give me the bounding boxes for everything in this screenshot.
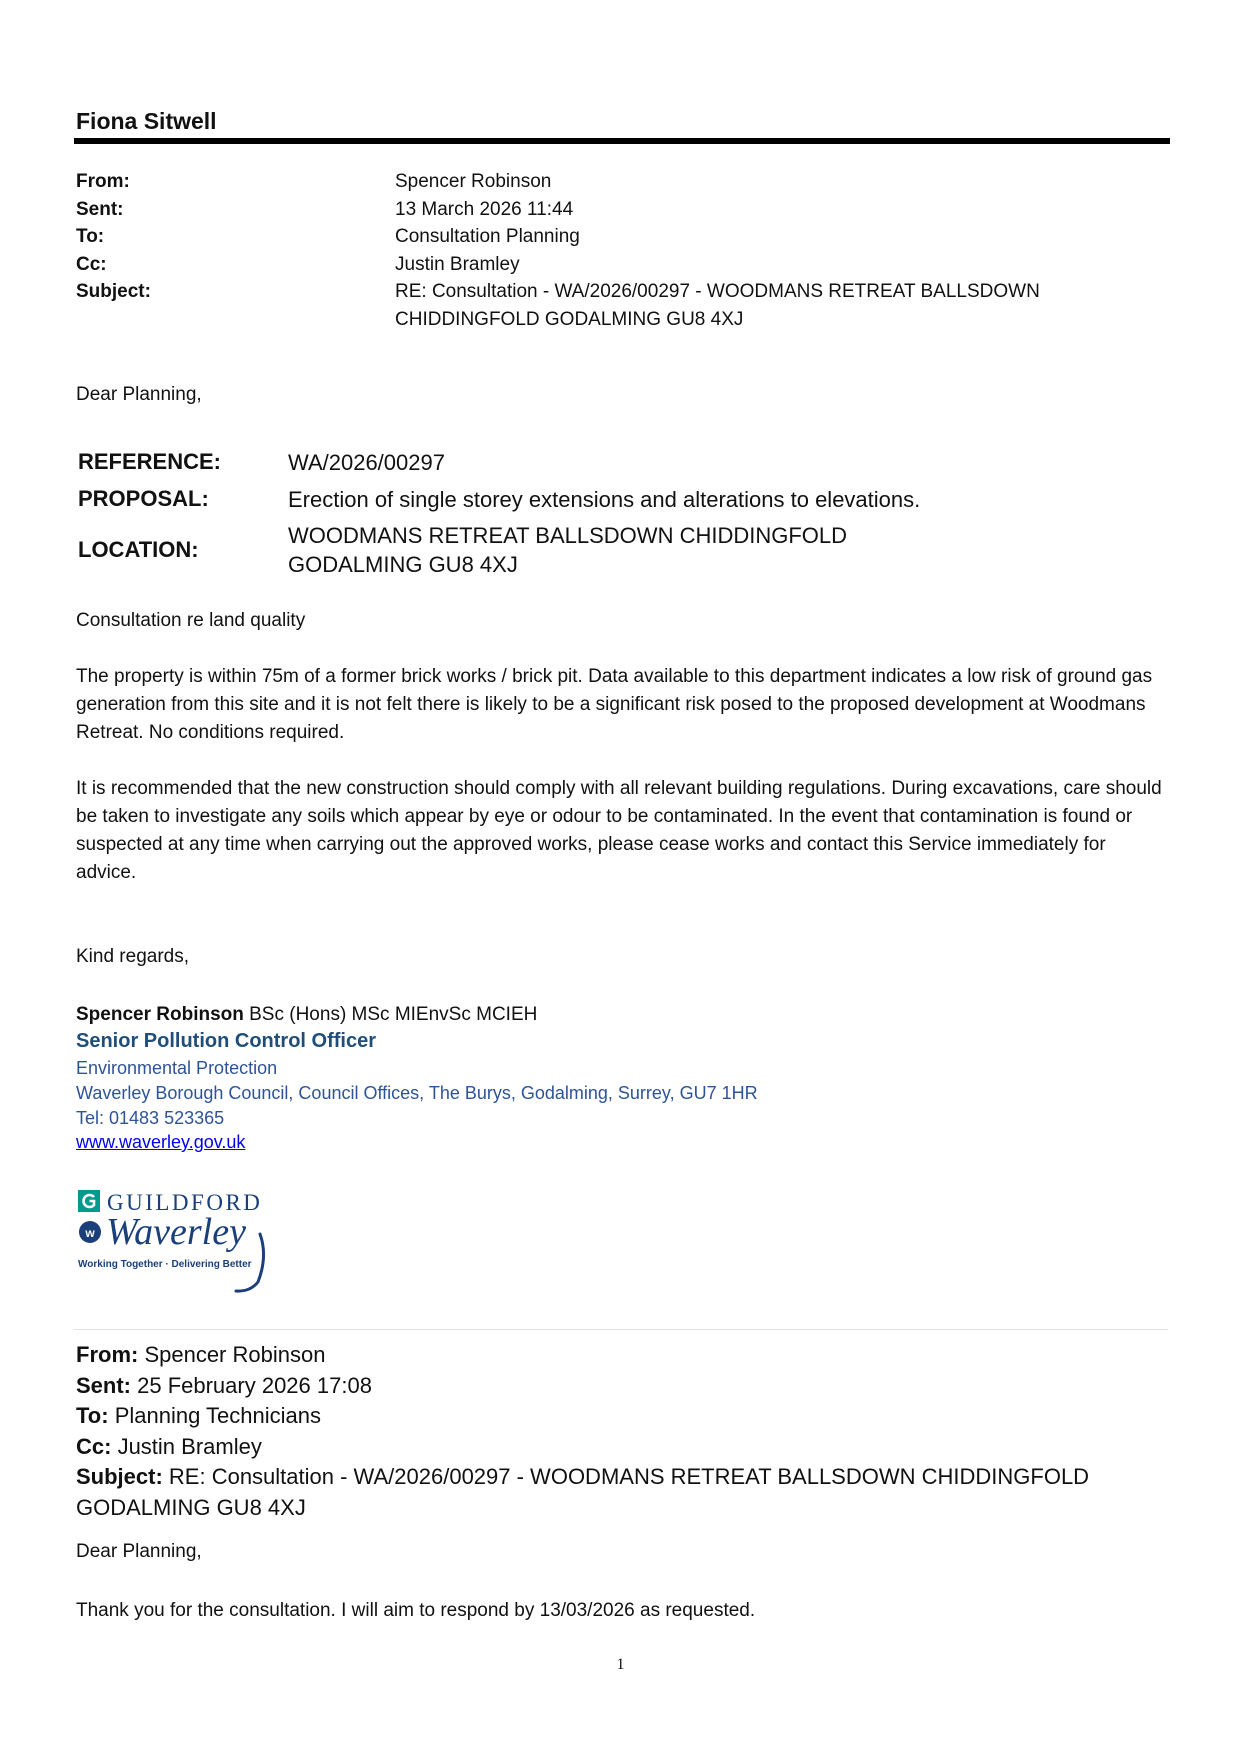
quoted-subject-line (76, 1462, 1166, 1523)
location-row (78, 518, 1078, 582)
signature-address: Waverley Borough Council, Council Offices, The Burys, Godalming, Surrey, GU7 1HR (76, 1083, 758, 1103)
quoted-subject-label: Subject: (76, 1464, 163, 1489)
header-row-sent (76, 196, 1156, 224)
quoted-message-separator (74, 1329, 1168, 1330)
cc-value: Justin Bramley (395, 253, 520, 275)
quoted-message: Thank you for the consultation. I will aim to respond by 13/03/2026 as requested. (76, 1600, 756, 1621)
quoted-cc-line (76, 1432, 1166, 1463)
signature-website-link[interactable]: www.waverley.gov.uk (76, 1132, 246, 1152)
quoted-from-value: Spencer Robinson (138, 1342, 326, 1367)
proposal-value: Erection of single storey extensions and alterations to elevations. (288, 486, 921, 512)
reference-value: WA/2026/00297 (288, 449, 445, 475)
quoted-cc-value: Justin Bramley (111, 1433, 262, 1459)
quoted-to-value: Planning Technicians (108, 1403, 321, 1428)
header-row-subject (76, 278, 1156, 333)
header-divider (74, 138, 1170, 144)
proposal-label: PROPOSAL: (78, 486, 209, 511)
from-label: From: (76, 171, 130, 192)
to-value: Consultation Planning (395, 226, 580, 247)
email-header (76, 168, 1156, 333)
quoted-cc-label: Cc: (76, 1433, 112, 1459)
to-label: To: (76, 226, 105, 247)
quoted-email-header (76, 1340, 1166, 1523)
sent-value: 13 March 2026 11:44 (395, 198, 574, 220)
application-reference-table (78, 444, 1078, 582)
quoted-to-line (76, 1401, 1166, 1432)
mailbox-owner-name: Fiona Sitwell (76, 108, 217, 134)
signature-name: Spencer Robinson (76, 1004, 244, 1025)
logo-tagline: Working Together · Delivering Better (78, 1259, 252, 1270)
quoted-sent-label: Sent: (76, 1372, 131, 1398)
reference-row (78, 444, 1078, 480)
subject-value: RE: Consultation - WA/2026/00297 - WOODMANS RETREAT BALLSDOWN CHIDDINGFOLD GODALMING GU8 4XJ (395, 281, 1040, 330)
subject-label: Subject: (76, 281, 151, 302)
signature-qualifications: BSc (Hons) MSc MIEnvSc MCIEH (243, 1004, 538, 1025)
header-row-to (76, 223, 1156, 251)
header-row-cc (76, 251, 1156, 279)
signature-name-line (76, 1004, 537, 1026)
cc-label: Cc: (76, 253, 107, 275)
closing: Kind regards, (76, 946, 190, 967)
body-paragraph-recommendation: It is recommended that the new construction should comply with all relevant building regulations. During excavations, care should be taken to investigate any soils which appear by eye or odour to be contaminated. In the event that contamination is found or suspected at any time when carrying out the approved works, please cease works and contact this Service immediately for advice. (76, 778, 1162, 883)
from-value: Spencer Robinson (395, 171, 552, 192)
reference-label: REFERENCE: (78, 449, 222, 474)
location-label: LOCATION: (78, 537, 199, 562)
header-row-from (76, 168, 1156, 196)
quoted-from-label: From: (76, 1342, 139, 1367)
quoted-sent-line (76, 1371, 1166, 1402)
waverley-w-glyph: w (85, 1226, 95, 1240)
body-paragraph-topic: Consultation re land quality (76, 610, 306, 631)
proposal-row (78, 480, 1078, 518)
salutation: Dear Planning, (76, 384, 202, 405)
signature-title: Senior Pollution Control Officer (76, 1030, 376, 1052)
sent-label: Sent: (76, 198, 124, 220)
quoted-subject-value: RE: Consultation - WA/2026/00297 - WOODMANS RETREAT BALLSDOWN CHIDDINGFOLD GODALMING GU8 4XJ (76, 1464, 1090, 1520)
quoted-to-label: To: (76, 1403, 109, 1428)
waverley-wordmark: Waverley (106, 1211, 246, 1253)
signature-phone: Tel: 01483 523365 (76, 1108, 225, 1128)
location-value: WOODMANS RETREAT BALLSDOWN CHIDDINGFOLD GODALMING GU8 4XJ (288, 523, 848, 577)
quoted-from-line (76, 1340, 1166, 1371)
quoted-salutation: Dear Planning, (76, 1541, 202, 1562)
guildford-waverley-logo (78, 1190, 288, 1300)
guildford-g-icon (78, 1190, 100, 1212)
guildford-wordmark: GUILDFORD (107, 1190, 263, 1215)
quoted-sent-value: 25 February 2026 17:08 (131, 1372, 372, 1398)
page-number: 1 (616, 1656, 625, 1673)
body-paragraph-risk: The property is within 75m of a former brick works / brick pit. Data available to this department indicates a low risk of ground gas generation from this site and it is not felt there is likely to be a significant risk posed to the proposed development at Woodmans Retreat. No conditions required. (76, 666, 1153, 743)
signature-department: Environmental Protection (76, 1058, 278, 1078)
